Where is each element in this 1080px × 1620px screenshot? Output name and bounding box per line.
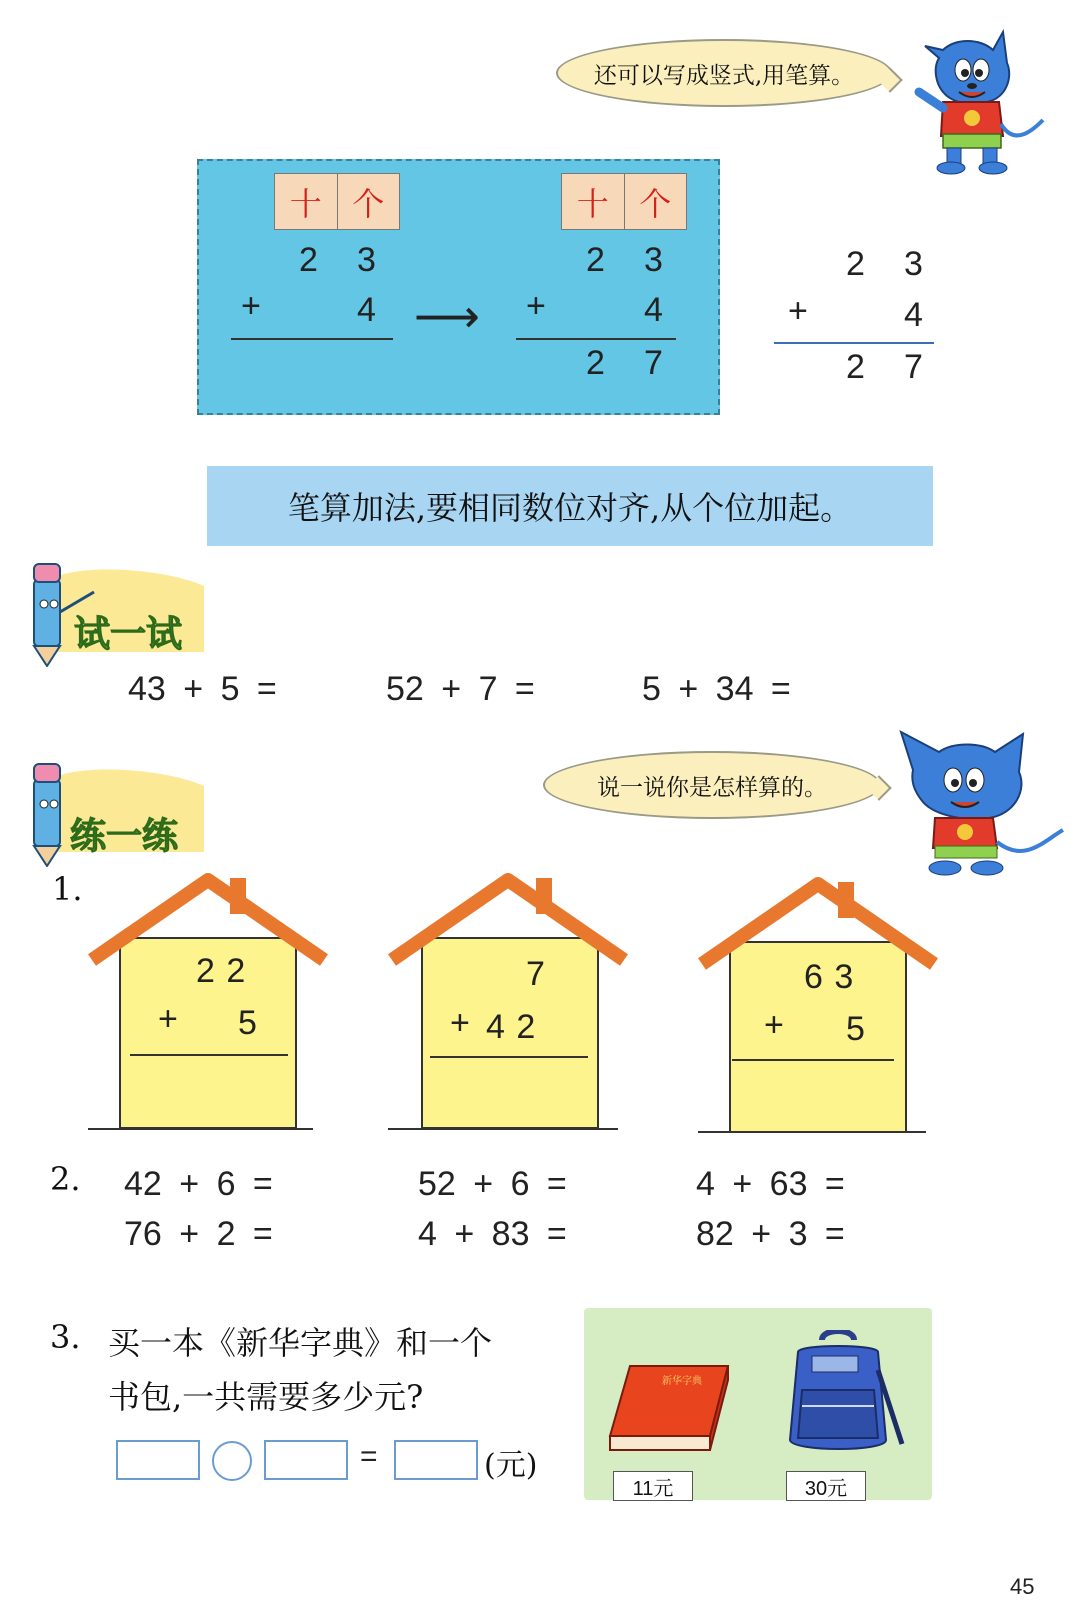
answer-box-2[interactable]: [264, 1440, 348, 1480]
demo3-plus: +: [788, 292, 808, 330]
item3-number: 3.: [50, 1318, 81, 1356]
house-illustration: [388, 872, 628, 1132]
try-problem: 43 + 5 =: [128, 670, 277, 708]
equals-sign: =: [360, 1440, 378, 1473]
house2-bottom: 4 2: [486, 1008, 536, 1046]
book-price-tag: [613, 1471, 693, 1501]
item1-number: 1.: [52, 870, 83, 908]
blue-cat-illustration-practice: [895, 730, 1065, 880]
practice-section-label: 练一练: [70, 816, 179, 857]
demo2-sum-ones: 7: [644, 344, 663, 382]
item2-problem: 42 + 6 =: [124, 1165, 273, 1203]
place-ones-label: 个: [639, 184, 672, 223]
demo3-sum-line: [774, 342, 934, 344]
item2-problem: 76 + 2 =: [124, 1215, 273, 1253]
bubble-practice-text: 说一说你是怎样算的。: [597, 774, 827, 801]
vertical-addition-demo: [197, 159, 720, 415]
house3-bottom: 5: [846, 1010, 865, 1048]
speech-bubble-top: [556, 39, 892, 107]
place-value-header-right: [561, 173, 687, 230]
answer-box-1[interactable]: [116, 1440, 200, 1480]
backpack-illustration: [778, 1330, 908, 1460]
demo1-plus: +: [241, 287, 261, 325]
try-problem: 5 + 34 =: [642, 670, 791, 708]
operator-circle[interactable]: [212, 1441, 252, 1481]
demo3-a-tens: 2: [846, 245, 865, 283]
item2-problem: 4 + 63 =: [696, 1165, 845, 1203]
speech-bubble-practice: [543, 751, 881, 819]
house-illustration: [88, 872, 328, 1132]
bubble-top-text: 还可以写成竖式,用笔算。: [593, 62, 855, 89]
bag-price-tag: [786, 1471, 866, 1501]
bag-price: 30元: [804, 1477, 848, 1500]
demo2-sum-line: [516, 338, 676, 340]
demo2-sum-tens: 2: [586, 344, 605, 382]
house3-op: +: [764, 1006, 784, 1044]
demo1-a-ones: 3: [357, 241, 376, 279]
house3-top: 6 3: [804, 958, 854, 996]
place-ones-label: 个: [352, 184, 385, 223]
dictionary-book-illustration: [604, 1354, 734, 1454]
demo1-sum-line: [231, 338, 393, 340]
page-number: 45: [1010, 1574, 1035, 1599]
demo3-sum-ones: 7: [904, 348, 923, 386]
demo2-a-ones: 3: [644, 241, 663, 279]
house-illustration: [698, 876, 938, 1136]
demo2-plus: +: [526, 287, 546, 325]
demo1-a-tens: 2: [299, 241, 318, 279]
house1-bottom: 5: [238, 1004, 257, 1042]
item2-number: 2.: [50, 1160, 81, 1198]
rule-text: 笔算加法,要相同数位对齐,从个位加起。: [287, 489, 853, 527]
arrow-icon: ⟶: [414, 289, 480, 343]
book-price: 11元: [632, 1477, 674, 1500]
demo3-b: 4: [904, 296, 923, 334]
answer-box-result[interactable]: [394, 1440, 478, 1480]
try-problem: 52 + 7 =: [386, 670, 535, 708]
item2-problem: 4 + 83 =: [418, 1215, 567, 1253]
item3-question-line2: 书包,一共需要多少元?: [108, 1378, 424, 1416]
item3-question-line1: 买一本《新华字典》和一个: [108, 1324, 493, 1362]
book-cover-text: 新华字典: [662, 1376, 702, 1387]
item2-problem: 52 + 6 =: [418, 1165, 567, 1203]
house2-op: +: [450, 1004, 470, 1042]
place-value-header-left: [274, 173, 400, 230]
demo2-a-tens: 2: [586, 241, 605, 279]
item2-problem: 82 + 3 =: [696, 1215, 845, 1253]
blue-cat-illustration-top: [895, 28, 1045, 178]
unit-label: (元): [484, 1448, 538, 1483]
rule-banner: [207, 466, 933, 546]
demo3-a-ones: 3: [904, 245, 923, 283]
place-tens-label: 十: [275, 174, 338, 229]
try-section-label: 试一试: [74, 614, 183, 655]
place-tens-label: 十: [562, 174, 625, 229]
house2-top: 7: [526, 955, 545, 993]
demo1-b: 4: [357, 291, 376, 329]
demo2-b: 4: [644, 291, 663, 329]
house1-top: 2 2: [196, 952, 246, 990]
house1-op: +: [158, 1000, 178, 1038]
demo3-sum-tens: 2: [846, 348, 865, 386]
